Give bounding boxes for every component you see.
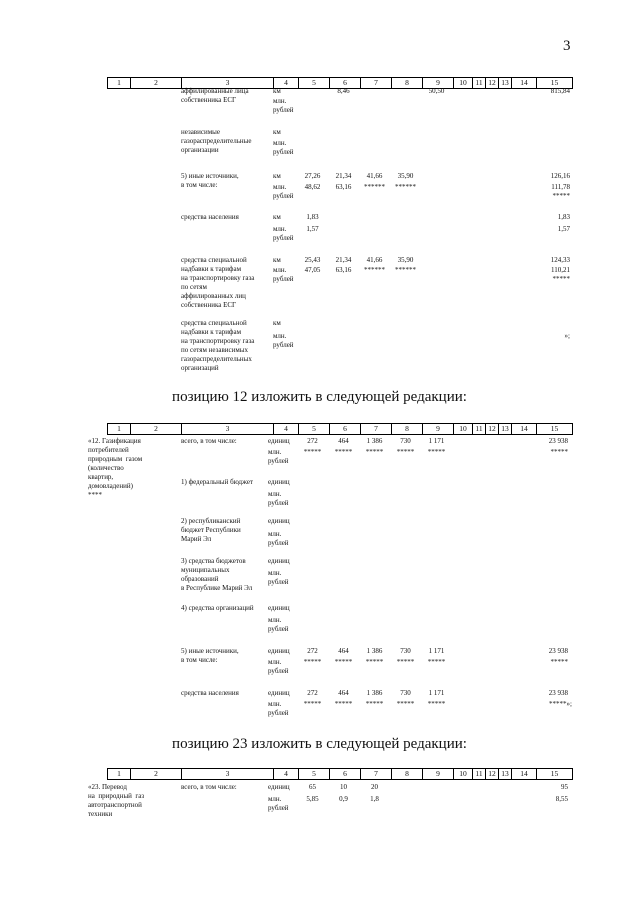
unit-label: млн. рублей bbox=[273, 266, 294, 283]
col-header: 10 bbox=[453, 769, 472, 779]
cell-value: ****** bbox=[364, 183, 385, 191]
col-header: 6 bbox=[329, 769, 360, 779]
unit-label: единиц bbox=[268, 437, 290, 445]
cell-value: 48,62 bbox=[304, 183, 321, 191]
col-header: 5 bbox=[298, 78, 329, 88]
section-heading-23: позицию 23 изложить в следующей редакции: bbox=[172, 736, 467, 752]
unit-label: км bbox=[273, 213, 281, 221]
col-header: 9 bbox=[422, 769, 453, 779]
col-header: 13 bbox=[498, 769, 511, 779]
col-header: 13 bbox=[498, 78, 511, 88]
row-description: средства специальной надбавки к тарифам на транспортировку газа по сетям аффилированных лиц собственника ЕСГ bbox=[181, 256, 255, 309]
cell-value: 272 bbox=[307, 689, 318, 697]
cell-value: 63,16 bbox=[335, 266, 352, 274]
cell-value: 5,85 bbox=[306, 795, 319, 803]
cell-value: 272 bbox=[307, 647, 318, 655]
col-header: 15 bbox=[536, 769, 572, 779]
cell-value: 20 bbox=[371, 783, 378, 791]
cell-value: 41,66 bbox=[366, 172, 383, 180]
cell-value: ***** bbox=[303, 700, 322, 708]
row-description: аффилированные лица собственника ЕСГ bbox=[181, 87, 249, 104]
col-header: 2 bbox=[130, 769, 181, 779]
unit-label: млн. рублей bbox=[268, 530, 289, 547]
cell-value: 1,57 bbox=[306, 225, 319, 233]
cell-value: ***** bbox=[365, 658, 384, 666]
cell-value: ****** bbox=[395, 266, 416, 274]
cell-value: ***** bbox=[396, 448, 415, 456]
section-heading-12: позицию 12 изложить в следующей редакции: bbox=[172, 389, 467, 405]
col-header: 4 bbox=[273, 424, 298, 434]
col-header: 10 bbox=[453, 424, 472, 434]
unit-label: единиц bbox=[268, 478, 290, 486]
row-description: 5) иные источники, в том числе: bbox=[181, 172, 239, 189]
row-description: 4) средства организаций bbox=[181, 604, 254, 612]
cell-value: ***** bbox=[303, 448, 322, 456]
cell-value: 730 bbox=[400, 647, 411, 655]
cell-value: 1 386 bbox=[366, 437, 383, 445]
unit-label: единиц bbox=[268, 517, 290, 525]
unit-label: единиц bbox=[268, 783, 290, 791]
cell-value: 1 386 bbox=[366, 689, 383, 697]
unit-label: млн. рублей bbox=[273, 225, 294, 242]
col-header: 10 bbox=[453, 78, 472, 88]
cell-value: ***** bbox=[550, 658, 568, 666]
cell-value: 1 171 bbox=[428, 647, 445, 655]
table-2-header bbox=[107, 423, 573, 435]
closing-mark: »; bbox=[564, 332, 570, 340]
unit-label: км bbox=[273, 172, 281, 180]
row-description: средства населения bbox=[181, 213, 239, 221]
col-header: 4 bbox=[273, 769, 298, 779]
cell-value: ***** bbox=[365, 700, 384, 708]
col-header: 6 bbox=[329, 424, 360, 434]
row-description: средства специальной надбавки к тарифам на транспортировку газа по сетям независимых газораспределительных организаций bbox=[181, 319, 255, 372]
unit-label: млн. рублей bbox=[268, 448, 289, 465]
cell-value: 464 bbox=[338, 437, 349, 445]
unit-label: млн. рублей bbox=[268, 569, 289, 586]
unit-label: единиц bbox=[268, 689, 290, 697]
cell-value: 23 938 bbox=[548, 647, 568, 655]
cell-value: 41,66 bbox=[366, 256, 383, 264]
row-description: всего, в том числе: bbox=[181, 783, 237, 791]
cell-value: 8,55 bbox=[555, 795, 568, 803]
cell-value: 110,21 ***** bbox=[551, 266, 570, 283]
cell-value: 10 bbox=[340, 783, 347, 791]
col-header: 3 bbox=[181, 78, 273, 88]
unit-label: млн. рублей bbox=[268, 795, 289, 812]
col-header: 11 bbox=[472, 78, 485, 88]
unit-label: млн. рублей bbox=[273, 139, 294, 156]
cell-value: *****»; bbox=[549, 700, 572, 708]
col-header: 2 bbox=[130, 424, 181, 434]
cell-value: 23 938 bbox=[548, 689, 568, 697]
row-description: 3) средства бюджетов муниципальных образований в Республике Марий Эл bbox=[181, 557, 253, 592]
cell-value: 730 bbox=[400, 689, 411, 697]
col-header: 12 bbox=[485, 424, 498, 434]
cell-value: 63,16 bbox=[335, 183, 352, 191]
col-header: 5 bbox=[298, 424, 329, 434]
cell-value: 27,26 bbox=[304, 172, 321, 180]
cell-value: ***** bbox=[427, 700, 446, 708]
col-header: 3 bbox=[181, 769, 273, 779]
col-header: 8 bbox=[391, 424, 422, 434]
unit-label: млн. рублей bbox=[268, 700, 289, 717]
col-header: 3 bbox=[181, 424, 273, 434]
cell-value: ***** bbox=[365, 448, 384, 456]
cell-value: ***** bbox=[334, 448, 353, 456]
cell-value: 23 938 bbox=[548, 437, 568, 445]
col-header: 14 bbox=[511, 78, 536, 88]
unit-label: млн. рублей bbox=[268, 616, 289, 633]
unit-label: млн. рублей bbox=[273, 97, 294, 114]
cell-value: 0,9 bbox=[339, 795, 348, 803]
col-header: 12 bbox=[485, 769, 498, 779]
cell-value: 111,78 ***** bbox=[551, 183, 570, 200]
col-header: 1 bbox=[117, 424, 121, 433]
col-header: 1 bbox=[117, 78, 121, 87]
cell-value: ***** bbox=[303, 658, 322, 666]
col-header: 13 bbox=[498, 424, 511, 434]
col-header: 5 bbox=[298, 769, 329, 779]
cell-value: 1 171 bbox=[428, 689, 445, 697]
col-header: 11 bbox=[472, 769, 485, 779]
col-header: 9 bbox=[422, 424, 453, 434]
cell-value: 47,05 bbox=[304, 266, 321, 274]
cell-value: 464 bbox=[338, 689, 349, 697]
col-header: 12 bbox=[485, 78, 498, 88]
cell-value: 1 171 bbox=[428, 437, 445, 445]
row-description: 1) федеральный бюджет bbox=[181, 478, 254, 486]
unit-label: км bbox=[273, 319, 281, 327]
cell-value: 8,46 bbox=[337, 87, 350, 95]
cell-value: 21,34 bbox=[335, 172, 352, 180]
row-description: средства населения bbox=[181, 689, 239, 697]
cell-value: 35,90 bbox=[397, 256, 414, 264]
page-number: 3 bbox=[563, 38, 571, 54]
row-description: независимые газораспределительные организации bbox=[181, 128, 252, 154]
col-header: 8 bbox=[391, 78, 422, 88]
col-header: 2 bbox=[130, 78, 181, 88]
cell-value: ****** bbox=[364, 266, 385, 274]
row-description: 5) иные источники, в том числе: bbox=[181, 647, 239, 664]
cell-value: ***** bbox=[550, 448, 568, 456]
unit-label: км bbox=[273, 128, 281, 136]
unit-label: единиц bbox=[268, 647, 290, 655]
cell-value: 65 bbox=[309, 783, 316, 791]
unit-label: км bbox=[273, 87, 281, 95]
unit-label: единиц bbox=[268, 604, 290, 612]
unit-label: км bbox=[273, 256, 281, 264]
cell-value: 35,90 bbox=[397, 172, 414, 180]
cell-value: 1,57 bbox=[557, 225, 570, 233]
cell-value: 95 bbox=[561, 783, 568, 791]
cell-value: 21,34 bbox=[335, 256, 352, 264]
col-header: 15 bbox=[536, 78, 572, 88]
cell-value: 126,16 bbox=[550, 172, 570, 180]
position-name: «12. Газификация потребителей природным газом (количество квартир, домовладений) **** bbox=[88, 437, 143, 499]
cell-value: 1,83 bbox=[306, 213, 319, 221]
cell-value: 25,43 bbox=[304, 256, 321, 264]
row-description: всего, в том числе: bbox=[181, 437, 237, 445]
cell-value: 50,50 bbox=[428, 87, 445, 95]
unit-label: млн. рублей bbox=[273, 332, 294, 349]
cell-value: 815,84 bbox=[550, 87, 570, 95]
cell-value: ***** bbox=[427, 658, 446, 666]
cell-value: 1,83 bbox=[557, 213, 570, 221]
cell-value: 464 bbox=[338, 647, 349, 655]
col-header: 14 bbox=[511, 424, 536, 434]
col-header: 11 bbox=[472, 424, 485, 434]
col-header: 7 bbox=[360, 78, 391, 88]
unit-label: млн. рублей bbox=[273, 183, 294, 200]
cell-value: ***** bbox=[396, 700, 415, 708]
cell-value: ***** bbox=[427, 448, 446, 456]
col-header: 4 bbox=[273, 78, 298, 88]
col-header: 1 bbox=[117, 769, 121, 778]
col-header: 15 bbox=[536, 424, 572, 434]
cell-value: 730 bbox=[400, 437, 411, 445]
col-header: 7 bbox=[360, 424, 391, 434]
col-header: 14 bbox=[511, 769, 536, 779]
unit-label: млн. рублей bbox=[268, 658, 289, 675]
cell-value: 1 386 bbox=[366, 647, 383, 655]
col-header: 6 bbox=[329, 78, 360, 88]
col-header: 8 bbox=[391, 769, 422, 779]
table-3-header bbox=[107, 768, 573, 780]
cell-value: ***** bbox=[334, 658, 353, 666]
row-description: 2) республиканский бюджет Республики Марий Эл bbox=[181, 517, 241, 543]
col-header: 9 bbox=[422, 78, 453, 88]
unit-label: единиц bbox=[268, 557, 290, 565]
col-header: 7 bbox=[360, 769, 391, 779]
cell-value: ****** bbox=[395, 183, 416, 191]
cell-value: 1,8 bbox=[370, 795, 379, 803]
cell-value: ***** bbox=[334, 700, 353, 708]
unit-label: млн. рублей bbox=[268, 490, 289, 507]
position-name: «23. Перевод на природный газ автотранспортной техники bbox=[88, 783, 145, 818]
cell-value: ***** bbox=[396, 658, 415, 666]
cell-value: 272 bbox=[307, 437, 318, 445]
cell-value: 124,33 bbox=[550, 256, 570, 264]
